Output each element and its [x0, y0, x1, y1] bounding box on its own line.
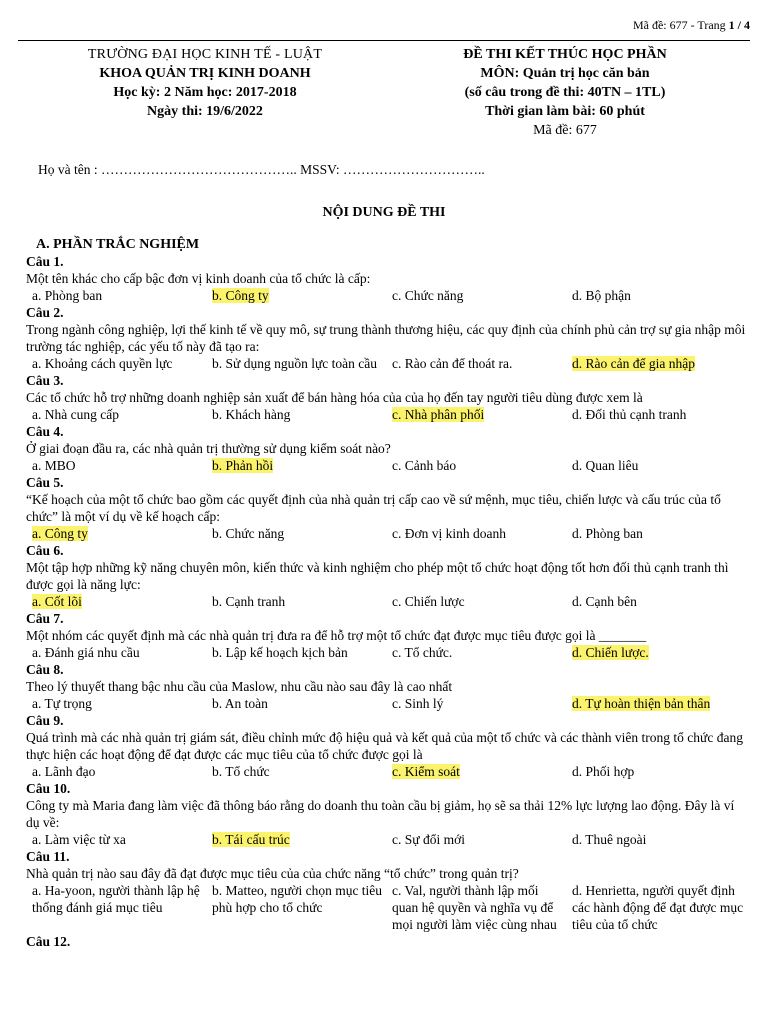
question-label: Câu 3.	[26, 373, 64, 388]
answer-option-text: c. Cảnh báo	[392, 458, 457, 473]
answer-option	[206, 695, 386, 712]
answer-option	[386, 593, 566, 610]
answer-option	[566, 525, 746, 542]
answer-option	[566, 695, 746, 712]
answer-option	[566, 355, 746, 372]
question-text: Theo lý thuyết thang bậc nhu cầu của Maslow, nhu cầu nào sau đây là cao nhất	[26, 679, 453, 694]
semester-line: Học kỳ: 2 Năm học: 2017-2018	[113, 85, 297, 100]
section-heading: A. PHẦN TRẮC NGHIỆM	[36, 237, 200, 252]
exam-date: Ngày thi: 19/6/2022	[147, 104, 263, 119]
question-label: Câu 5.	[26, 475, 64, 490]
question-text: Một nhóm các quyết định mà các nhà quản trị đưa ra để hỗ trợ một tổ chức đạt được mục tiêu được gọi là _______	[26, 628, 647, 643]
answer-option	[206, 593, 386, 610]
answer-option	[566, 763, 746, 780]
answer-option	[26, 831, 206, 848]
question-label: Câu 7.	[26, 611, 64, 626]
answer-option-text: c. Chức năng	[392, 288, 464, 303]
page-number: 1 / 4	[728, 18, 750, 32]
school-header	[40, 45, 370, 121]
question-list	[26, 236, 746, 950]
answer-option-text: b. Lập kế hoạch kịch bản	[212, 645, 348, 660]
option-row	[26, 831, 746, 848]
exam-code-label: Mã đề: 677 - Trang	[632, 18, 729, 32]
answer-option	[386, 457, 566, 474]
header-divider	[18, 40, 750, 41]
answer-option	[566, 882, 746, 933]
answer-option-text: d. Chiến lược.	[572, 645, 649, 660]
question-text: Một tên khác cho cấp bậc đơn vị kinh doanh của tổ chức là cấp:	[26, 271, 371, 286]
answer-option	[26, 695, 206, 712]
answer-option-text: c. Tổ chức.	[392, 645, 453, 660]
answer-option-text: b. Matteo, người chọn mục tiêu phù hợp cho tổ chức	[212, 883, 383, 915]
page-code	[633, 18, 750, 33]
exam-type: ĐỀ THI KẾT THÚC HỌC PHẦN	[463, 47, 667, 62]
answer-option-text: d. Phòng ban	[572, 526, 643, 541]
answer-option-text: c. Đơn vị kinh doanh	[392, 526, 506, 541]
question-label: Câu 8.	[26, 662, 64, 677]
answer-option-text: d. Đối thủ cạnh tranh	[572, 407, 687, 422]
question-label: Câu 10.	[26, 781, 71, 796]
answer-option-text: d. Bộ phận	[572, 288, 631, 303]
answer-option-text: c. Sinh lý	[392, 696, 444, 711]
answer-option-text: d. Henrietta, người quyết định các hành động để đạt được mục tiêu của tổ chức	[572, 883, 744, 932]
answer-option-text: b. Công ty	[212, 288, 269, 303]
option-row	[26, 355, 746, 372]
answer-option-text: d. Quan liêu	[572, 458, 639, 473]
answer-option	[26, 355, 206, 372]
question-label: Câu 9.	[26, 713, 64, 728]
answer-option	[566, 831, 746, 848]
answer-option	[566, 593, 746, 610]
question-text: Ở giai đoạn đầu ra, các nhà quản trị thường sử dụng kiểm soát nào?	[26, 441, 391, 456]
answer-option	[26, 457, 206, 474]
answer-option	[26, 882, 206, 933]
answer-option-text: a. Phòng ban	[32, 288, 103, 303]
option-row	[26, 695, 746, 712]
answer-option	[386, 355, 566, 372]
answer-option	[206, 763, 386, 780]
answer-option-text: a. Lãnh đạo	[32, 764, 96, 779]
answer-option	[206, 525, 386, 542]
answer-option-text: a. Khoảng cách quyền lực	[32, 356, 173, 371]
option-row	[26, 644, 746, 661]
answer-option-text: b. Khách hàng	[212, 407, 291, 422]
answer-option-text: a. Tự trọng	[32, 696, 92, 711]
answer-option	[386, 695, 566, 712]
answer-option-text: d. Cạnh bên	[572, 594, 637, 609]
student-info-line: Họ và tên : …………………………………….. MSSV: …………………………..	[38, 162, 485, 177]
answer-option	[26, 525, 206, 542]
question-text: Trong ngành công nghiệp, lợi thế kinh tế về quy mô, sự trung thành thương hiệu, các quy định của chính phủ cản trợ sự gia nhập môi trường tác nghiệp, các yếu tố này đã tạo ra:	[26, 322, 746, 354]
option-row	[26, 763, 746, 780]
answer-option	[386, 525, 566, 542]
answer-option	[206, 355, 386, 372]
question-label: Câu 2.	[26, 305, 64, 320]
option-row	[26, 593, 746, 610]
answer-option	[386, 882, 566, 933]
answer-option	[386, 406, 566, 423]
question-text: Công ty mà Maria đang làm việc đã thông báo rằng do doanh thu toàn cầu bị giảm, họ sẽ sa thải 12% lực lượng lao động. Đây là ví dụ về:	[26, 798, 735, 830]
answer-option	[206, 457, 386, 474]
answer-option	[26, 593, 206, 610]
subject-name: MÔN: Quản trị học căn bản	[480, 66, 650, 81]
answer-option-text: b. Phản hồi	[212, 458, 274, 473]
exam-header	[400, 45, 730, 140]
exam-duration: Thời gian làm bài: 60 phút	[485, 104, 645, 119]
answer-option-text: d. Tự hoàn thiện bản thân	[572, 696, 711, 711]
answer-option-text: d. Rào cản để gia nhập	[572, 356, 695, 371]
answer-option	[206, 406, 386, 423]
answer-option	[386, 831, 566, 848]
answer-option	[386, 763, 566, 780]
answer-option	[26, 287, 206, 304]
faculty-name: KHOA QUẢN TRỊ KINH DOANH	[99, 66, 311, 81]
answer-option-text: c. Kiểm soát	[392, 764, 460, 779]
answer-option	[206, 882, 386, 933]
answer-option-text: a. Cốt lõi	[32, 594, 82, 609]
question-label: Câu 4.	[26, 424, 64, 439]
question-label: Câu 6.	[26, 543, 64, 558]
answer-option-text: a. MBO	[32, 458, 76, 473]
question-text: Quá trình mà các nhà quản trị giám sát, điều chỉnh mức độ hiệu quả và kết quả của một tổ chức và các thành viên trong tổ chức đang thực hiện các hoạt động để đạt được các mục tiêu của tổ chức được gọi là	[26, 730, 743, 762]
answer-option	[206, 831, 386, 848]
answer-option-text: d. Phối hợp	[572, 764, 635, 779]
university-name: TRƯỜNG ĐẠI HỌC KINH TẾ - LUẬT	[87, 47, 323, 62]
answer-option-text: a. Làm việc từ xa	[32, 832, 126, 847]
answer-option-text: b. An toàn	[212, 696, 268, 711]
answer-option-text: b. Tổ chức	[212, 764, 270, 779]
question-label: Câu 1.	[26, 254, 64, 269]
answer-option-text: b. Cạnh tranh	[212, 594, 286, 609]
answer-option-text: c. Chiến lược	[392, 594, 465, 609]
question-label: Câu 12.	[26, 934, 71, 949]
option-row	[26, 525, 746, 542]
answer-option	[566, 406, 746, 423]
question-text: Một tập hợp những kỹ năng chuyên môn, kiến thức và kinh nghiệm cho phép một tổ chức hoạt động tốt hơn đối thủ cạnh tranh thì được gọi là năng lực:	[26, 560, 729, 592]
option-row	[26, 882, 746, 933]
answer-option	[386, 287, 566, 304]
answer-option-text: c. Nhà phân phối	[392, 407, 485, 422]
answer-option-text: c. Sự đổi mới	[392, 832, 465, 847]
answer-option	[206, 644, 386, 661]
question-count: (số câu trong đề thi: 40TN – 1TL)	[464, 85, 666, 100]
answer-option-text: a. Đánh giá nhu cầu	[32, 645, 140, 660]
answer-option	[386, 644, 566, 661]
answer-option-text: a. Công ty	[32, 526, 88, 541]
answer-option-text: d. Thuê ngoài	[572, 832, 647, 847]
answer-option-text: a. Ha-yoon, người thành lập hệ thống đánh giá mục tiêu	[32, 883, 200, 915]
answer-option-text: c. Val, người thành lập mối quan hệ quyền và nghĩa vụ để mọi người làm việc cùng nhau	[392, 883, 557, 932]
option-row	[26, 287, 746, 304]
question-text: Nhà quản trị nào sau đây đã đạt được mục tiêu của của chức năng “tổ chức” trong quản trị?	[26, 866, 519, 881]
answer-option	[566, 644, 746, 661]
answer-option	[26, 644, 206, 661]
question-label: Câu 11.	[26, 849, 70, 864]
answer-option	[566, 457, 746, 474]
answer-option-text: b. Sử dụng nguồn lực toàn cầu	[212, 356, 377, 371]
answer-option	[206, 287, 386, 304]
answer-option	[566, 287, 746, 304]
exam-content-title: NỘI DUNG ĐỀ THI	[322, 205, 446, 220]
question-text: “Kế hoạch của một tổ chức bao gồm các quyết định của nhà quản trị cấp cao về sứ mệnh, mục tiêu, chiến lược và cấu trúc của tổ chức” là một ví dụ về kế hoạch cấp:	[26, 492, 721, 524]
option-row	[26, 457, 746, 474]
answer-option-text: b. Chức năng	[212, 526, 285, 541]
answer-option-text: a. Nhà cung cấp	[32, 407, 119, 422]
answer-option	[26, 406, 206, 423]
option-row	[26, 406, 746, 423]
answer-option	[26, 763, 206, 780]
question-text: Các tổ chức hỗ trợ những doanh nghiệp sản xuất để bán hàng hóa của của họ đến tay người tiêu dùng được xem là	[26, 390, 643, 405]
exam-code: Mã đề: 677	[533, 123, 597, 138]
answer-option-text: c. Rào cản để thoát ra.	[392, 356, 513, 371]
answer-option-text: b. Tái cấu trúc	[212, 832, 290, 847]
